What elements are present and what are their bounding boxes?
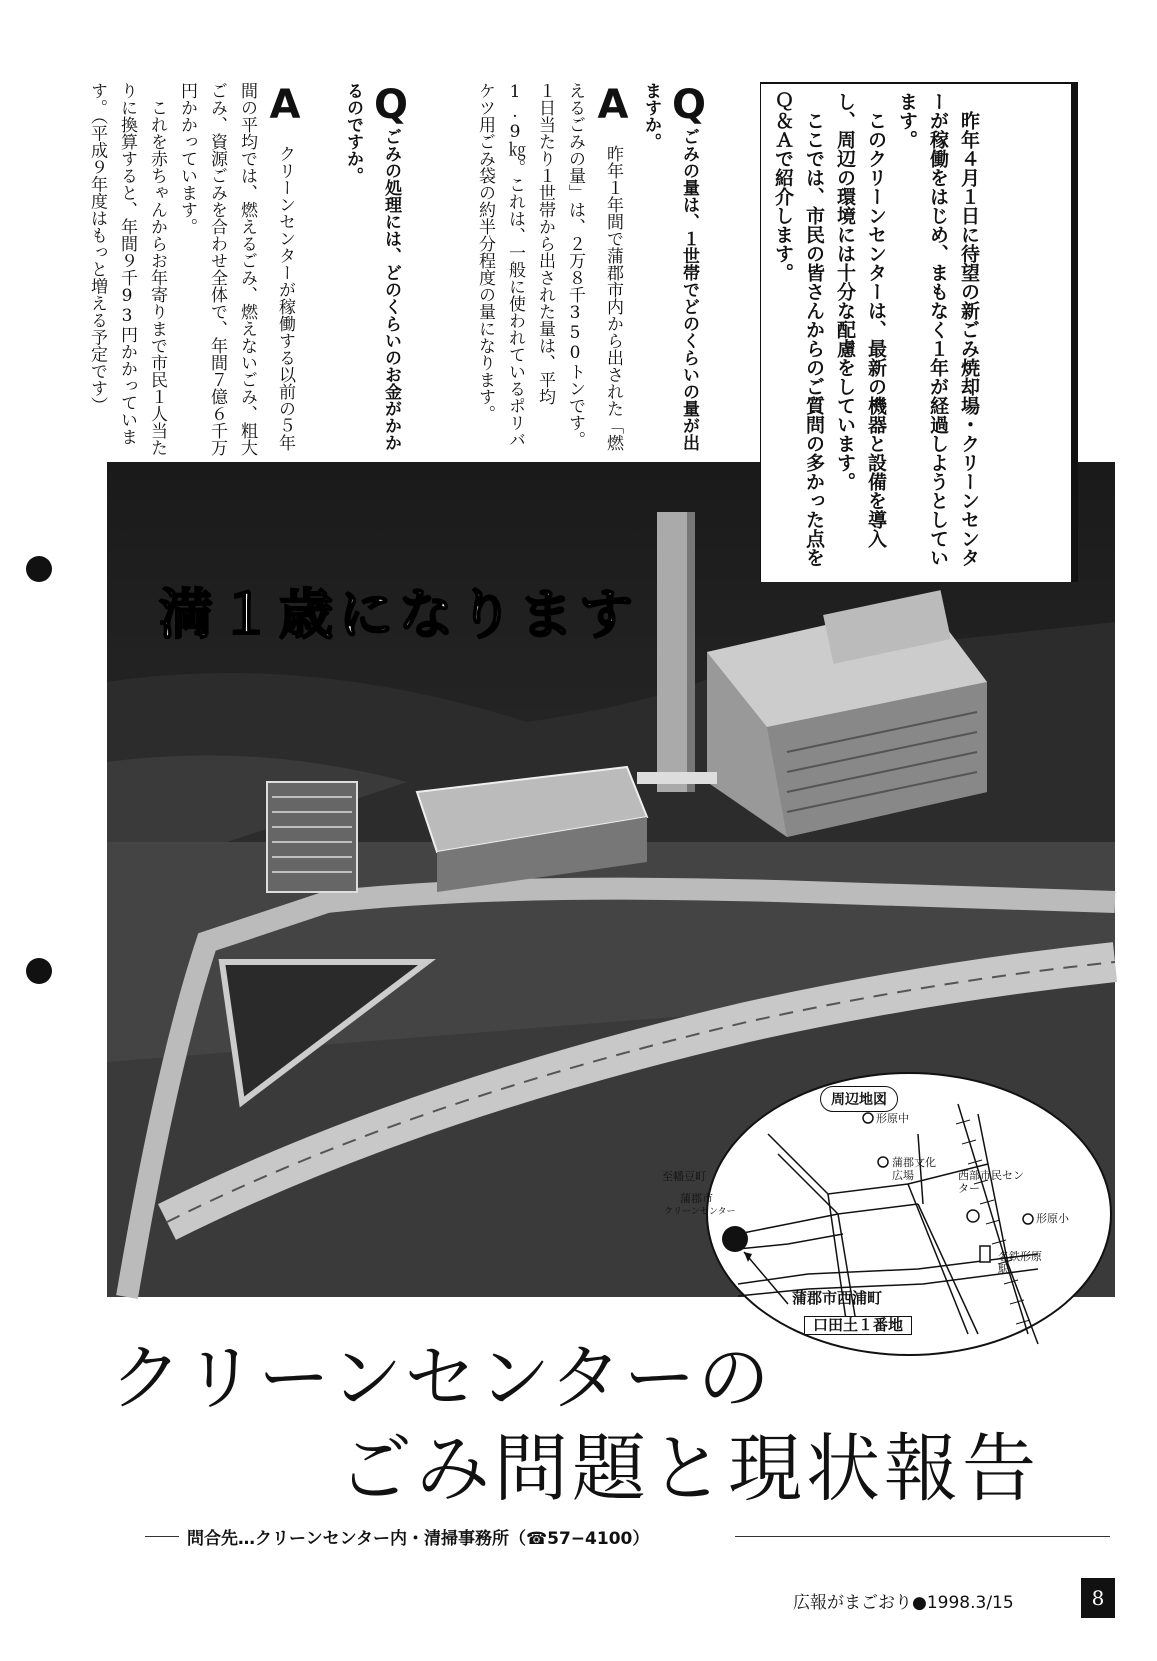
map-label-clean-center: クリーンセンター [664, 1207, 736, 1217]
main-title-line2: ごみ問題と現状報告 [338, 1426, 1040, 1512]
answer-2: クリーンセンターが稼働する以前の５年間の平均では、燃えるごみ、燃えないごみ、粗大ごみ、資源ごみを合わせ全体で、年間７億６千万円かかっています。 これを赤ちゃんからお年寄りまで市民１人当たりに換算すると、年間９千93円かかっています。（平成９年度はもっと増える予定です） [87, 82, 295, 456]
contact-rule-right [735, 1536, 1110, 1537]
area-map [662, 1072, 1112, 1356]
main-title-line1: クリーンセンターの [110, 1336, 772, 1420]
map-address-line1: 蒲郡市西浦町 [792, 1289, 883, 1307]
a-letter: A [590, 82, 636, 128]
map-label-to-hazu: 至幡豆町 [662, 1170, 706, 1183]
q-letter: Q [666, 82, 712, 128]
map-label-katahara-elem: 形原小 [1036, 1212, 1069, 1225]
anniversary-badge: 満１歳になります [159, 583, 639, 646]
page-number: 8 [1081, 1578, 1115, 1618]
map-label-seibu-center: 西部市民センター [958, 1169, 1024, 1195]
contact-text: 問合先…クリーンセンター内・清掃事務所（☎57−4100） [187, 1529, 650, 1549]
qa-2 [87, 82, 444, 462]
contact-line [145, 1524, 1110, 1548]
question-2: ごみの処理には、どのくらいのお金がかかるのですか。 [343, 82, 401, 451]
a-letter: A [262, 82, 308, 128]
qa-1 [450, 82, 712, 462]
q-letter: Q [368, 82, 414, 128]
answer-1: 昨年１年間で蒲郡市内から出された「燃えるごみの量」は、２万８千350トンです。１日当たり１世帯から出された量は、平均1.9㎏。これは、一般に使われているポリバケツ用ごみ袋の約半分程度の量になります。 [475, 82, 623, 451]
punch-hole-top [26, 556, 52, 582]
map-label-bunka-hiroba: 蒲郡文化広場 [892, 1156, 936, 1182]
question-1: ごみの量は、１世帯でどのくらいの量が出ますか。 [641, 82, 699, 451]
map-label-meitetsu-station: 名鉄形原駅 [998, 1250, 1042, 1276]
publication-footer: 広報がまごおり●1998.3/15 [793, 1593, 1014, 1613]
intro-box [760, 82, 1078, 582]
map-label-katahara-jr-high: 形原中 [876, 1112, 909, 1125]
map-label-gamagori-city: 蒲郡市 [680, 1192, 713, 1205]
map-title: 周辺地図 [820, 1086, 898, 1112]
punch-hole-bottom [26, 958, 52, 984]
intro-text: 昨年４月１日に待望の新ごみ焼却場・クリーンセンターが稼働をはじめ、まもなく１年が経過しようとしています。 このクリーンセンターは、最新の機器と設備を導入し、周辺の環境には十分な配慮をしています。 ここでは、市民の皆さんからのご質問の多かった点をＱ＆Ａで紹介します。 [772, 92, 980, 567]
map-address-line2: 口田土１番地 [804, 1316, 912, 1335]
contact-rule-left [145, 1536, 179, 1537]
